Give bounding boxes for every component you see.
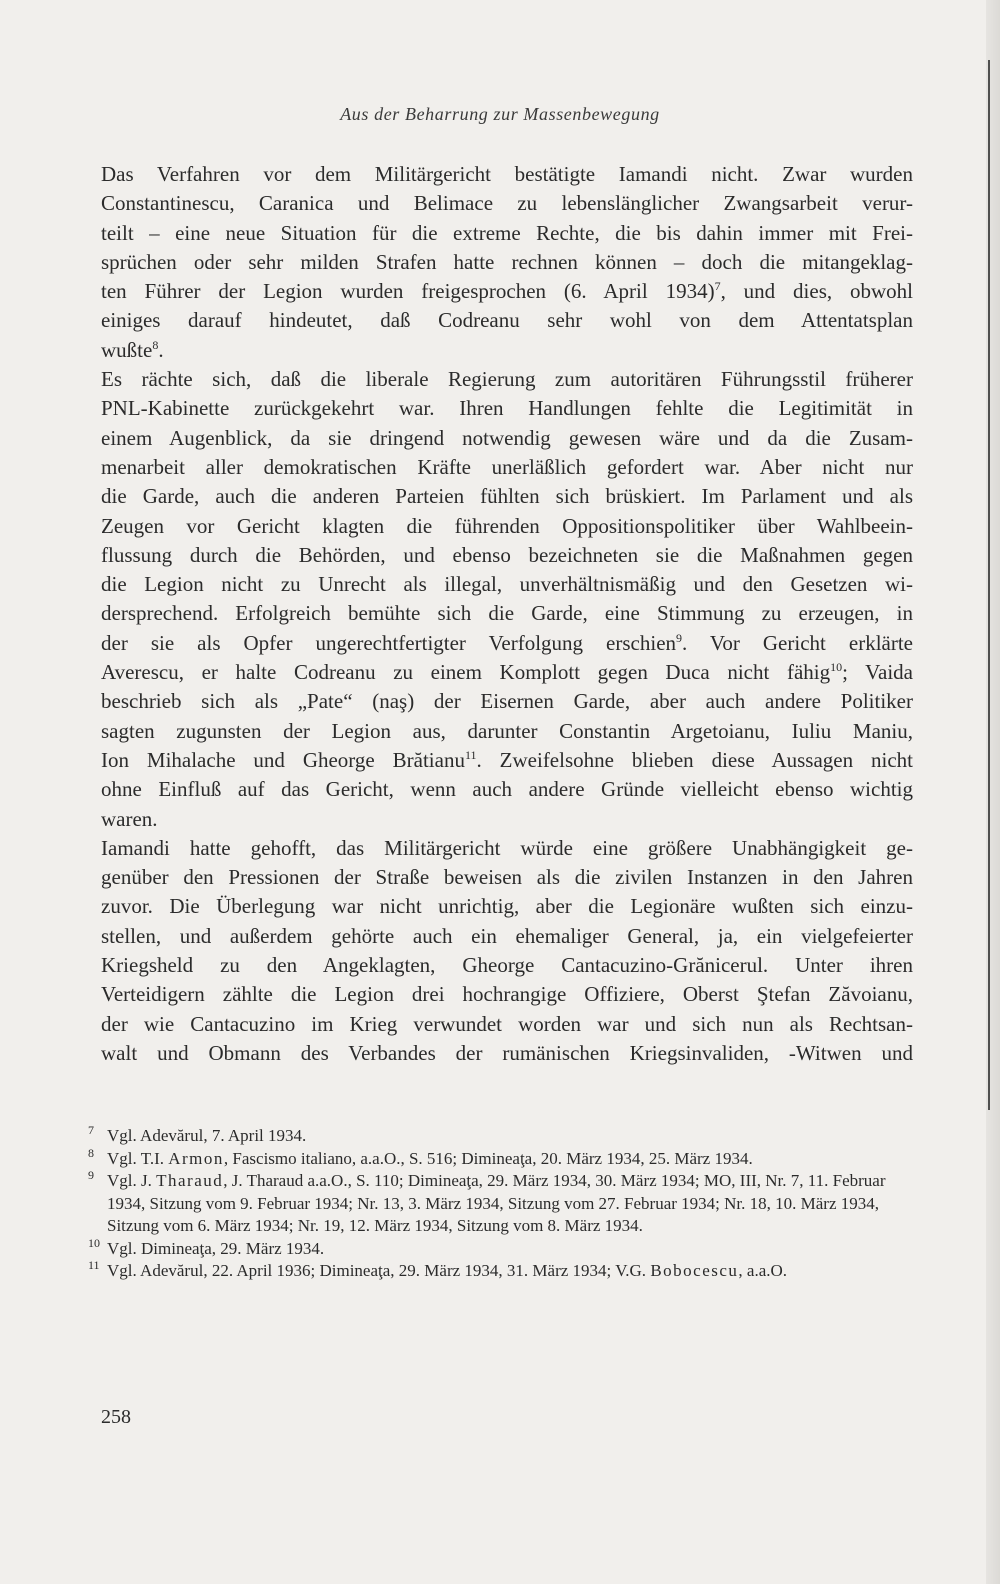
text-line: [101, 863, 913, 892]
line-text: die Legion nicht zu Unrecht als illegal, unverhältnismäßig und den Gesetzen wi-: [101, 572, 913, 597]
footnote: [88, 1145, 910, 1171]
author-name: Bobocescu: [650, 1261, 739, 1280]
text-line: [101, 834, 913, 863]
text-line: [101, 248, 913, 277]
line-text: ; Vaida: [842, 660, 913, 685]
footnote: [88, 1235, 910, 1261]
footnote: [88, 1125, 910, 1148]
line-text: Das Verfahren vor dem Militärgericht bestätigte Iamandi nicht. Zwar wurden: [101, 162, 913, 186]
text-line: [101, 306, 913, 335]
text-line: [101, 570, 913, 599]
line-text: . Vor Gericht erklärte: [682, 630, 913, 655]
text-line: [101, 453, 913, 482]
footnote-text-segment: , J. Tharaud a.a.O., S. 110; Dimineaţa, 29. März 1934, 30. März 1934; MO, III, Nr. 7, 11. Februar 1934, Sitzung vom 9. Februar 1934; Nr. 13, 3. März 1934, Sitzung vom 27. Februar 1934; Nr. 18, 10. März 1934, Sitzung vom 6. März 1934; Nr. 19, 12. März 1934, Sitzung vom 8. März 1934.: [107, 1171, 886, 1235]
footnote-number: 10: [88, 1235, 100, 1250]
line-text: ten Führer der Legion wurden freigesprochen (6. April 1934): [101, 279, 715, 304]
page-number: 258: [101, 1406, 131, 1428]
paragraph: [101, 834, 913, 1068]
text-line: [101, 160, 913, 189]
footnote-number: 8: [88, 1145, 94, 1160]
line-text: PNL-Kabinette zurückgekehrt war. Ihren Handlungen fehlte die Legitimität in: [101, 396, 913, 421]
line-text: einiges darauf hindeutet, daß Codreanu sehr wohl von dem Attentatsplan: [101, 308, 913, 333]
footnote-text-segment: , a.a.O.: [738, 1261, 788, 1280]
line-text: .: [158, 337, 164, 362]
line-text: Iamandi hatte gehofft, das Militärgericht würde eine größere Unabhängigkeit ge-: [101, 835, 913, 860]
paragraph: [101, 365, 913, 834]
line-text: Constantinescu, Caranica und Belimace zu lebenslänglicher Zwangsarbeit verur-: [101, 191, 913, 216]
line-text: sprüchen oder sehr milden Strafen hatte rechnen können – doch die mitangeklag-: [101, 249, 913, 274]
text-line: [101, 746, 913, 775]
line-text: sagten zugunsten der Legion aus, darunter Constantin Argetoianu, Iuliu Maniu,: [101, 718, 913, 743]
running-header: Aus der Beharrung zur Massenbewegung: [340, 104, 660, 124]
footnote-text: [107, 1148, 910, 1171]
text-line: [101, 1010, 913, 1039]
footnote-reference: 7: [714, 279, 721, 294]
footnote-text: [107, 1238, 910, 1261]
line-text: Es rächte sich, daß die liberale Regierung zum autoritären Führungsstil früherer: [101, 367, 913, 392]
footnote: [88, 1260, 910, 1283]
text-line: [101, 482, 913, 511]
footnotes: [88, 1125, 910, 1283]
text-line: [101, 365, 913, 394]
footnote-text: [107, 1260, 910, 1283]
line-text: stellen, und außerdem gehörte auch ein ehemaliger General, ja, ein vielgefeierter: [101, 923, 913, 948]
line-text: zuvor. Die Überlegung war nicht unrichtig, aber die Legionäre wußten sich einzu-: [101, 894, 913, 919]
paragraph: [101, 160, 913, 365]
line-text: , und dies, obwohl: [720, 279, 914, 304]
line-text: Ion Mihalache und Gheorge Brătianu: [101, 747, 465, 772]
line-text: Averescu, er halte Codreanu zu einem Komplott gegen Duca nicht fähig: [101, 660, 831, 685]
text-line: [101, 980, 913, 1009]
text-line: [101, 219, 913, 248]
text-line: [101, 424, 913, 453]
text-line: [101, 775, 913, 804]
footnote: [88, 1170, 910, 1238]
line-text: ohne Einfluß auf das Gericht, wenn auch andere Gründe vielleicht ebenso wichtig: [101, 777, 913, 802]
line-text: Kriegsheld zu den Angeklagten, Gheorge Cantacuzino-Grănicerul. Unter ihren: [101, 953, 913, 978]
footnote-text-segment: Vgl. Adevărul, 7. April 1934.: [107, 1126, 307, 1145]
text-line: [101, 336, 913, 365]
text-line: [101, 658, 913, 687]
line-text: beschrieb sich als „Pate“ (naş) der Eisernen Garde, aber auch andere Politiker: [101, 689, 913, 714]
footnote-number: 9: [88, 1168, 94, 1182]
line-text: teilt – eine neue Situation für die extreme Rechte, die bis dahin immer mit Frei-: [101, 220, 913, 245]
text-line: [101, 1039, 913, 1068]
line-text: menarbeit aller demokratischen Kräfte unerläßlich gefordert war. Aber nicht nur: [101, 454, 913, 479]
footnote-reference: 8: [152, 337, 159, 352]
footnote-reference: 10: [830, 660, 843, 675]
line-text: der sie als Opfer ungerechtfertigter Verfolgung erschien: [101, 630, 677, 655]
page-binding-shadow: [988, 60, 990, 1110]
line-text: waren.: [101, 806, 158, 831]
footnote-reference: 11: [464, 747, 477, 762]
body-text: [101, 160, 913, 1068]
footnote-text: [107, 1125, 910, 1148]
line-text: die Garde, auch die anderen Parteien fühlten sich brüskiert. Im Parlament und als: [101, 484, 913, 509]
line-text: . Zweifelsohne blieben diese Aussagen nicht: [476, 747, 913, 772]
author-name: Armon: [168, 1148, 224, 1168]
author-name: Tharaud: [156, 1171, 224, 1190]
footnote-text-segment: Vgl. Dimineaţa, 29. März 1934.: [107, 1238, 325, 1258]
footnote-text-segment: Vgl. J.: [107, 1171, 157, 1190]
line-text: wußte: [101, 337, 153, 362]
footnote-text-segment: Vgl. Adevărul, 22. April 1936; Dimineaţa, 29. März 1934, 31. März 1934; V.G.: [107, 1261, 651, 1280]
text-line: [101, 512, 913, 541]
footnote-number: 7: [88, 1123, 94, 1137]
text-line: [101, 394, 913, 423]
footnote-reference: 9: [676, 630, 683, 645]
text-line: [101, 541, 913, 570]
text-line: [101, 951, 913, 980]
line-text: dersprechend. Erfolgreich bemühte sich die Garde, eine Stimmung zu erzeugen, in: [101, 601, 913, 626]
line-text: genüber den Pressionen der Straße beweisen als die zivilen Instanzen in den Jahren: [101, 865, 913, 890]
text-line: [101, 629, 913, 658]
text-line: [101, 687, 913, 716]
text-line: [101, 277, 913, 306]
footnote-text-segment: Vgl. T.I.: [107, 1148, 169, 1168]
line-text: flussung durch die Behörden, und ebenso bezeichneten sie die Maßnahmen gegen: [101, 542, 913, 567]
text-line: [101, 805, 913, 834]
line-text: Zeugen vor Gericht klagten die führenden Oppositionspolitiker über Wahlbeein-: [101, 513, 913, 538]
text-line: [101, 599, 913, 628]
text-line: [101, 892, 913, 921]
text-line: [101, 717, 913, 746]
line-text: einem Augenblick, da sie dringend notwendig gewesen wäre und da die Zusam-: [101, 425, 913, 450]
line-text: walt und Obmann des Verbandes der rumänischen Kriegsinvaliden, -Witwen und: [101, 1040, 913, 1065]
footnote-text-segment: , Fascismo italiano, a.a.O., S. 516; Dimineaţa, 20. März 1934, 25. März 1934.: [223, 1148, 753, 1168]
line-text: der wie Cantacuzino im Krieg verwundet worden war und sich nun als Rechtsan-: [101, 1011, 913, 1036]
footnote-text: [107, 1170, 910, 1238]
text-line: [101, 922, 913, 951]
text-line: [101, 189, 913, 218]
line-text: Verteidigern zählte die Legion drei hochrangige Offiziere, Oberst Ştefan Zăvoianu,: [101, 982, 913, 1007]
footnote-number: 11: [88, 1258, 100, 1272]
